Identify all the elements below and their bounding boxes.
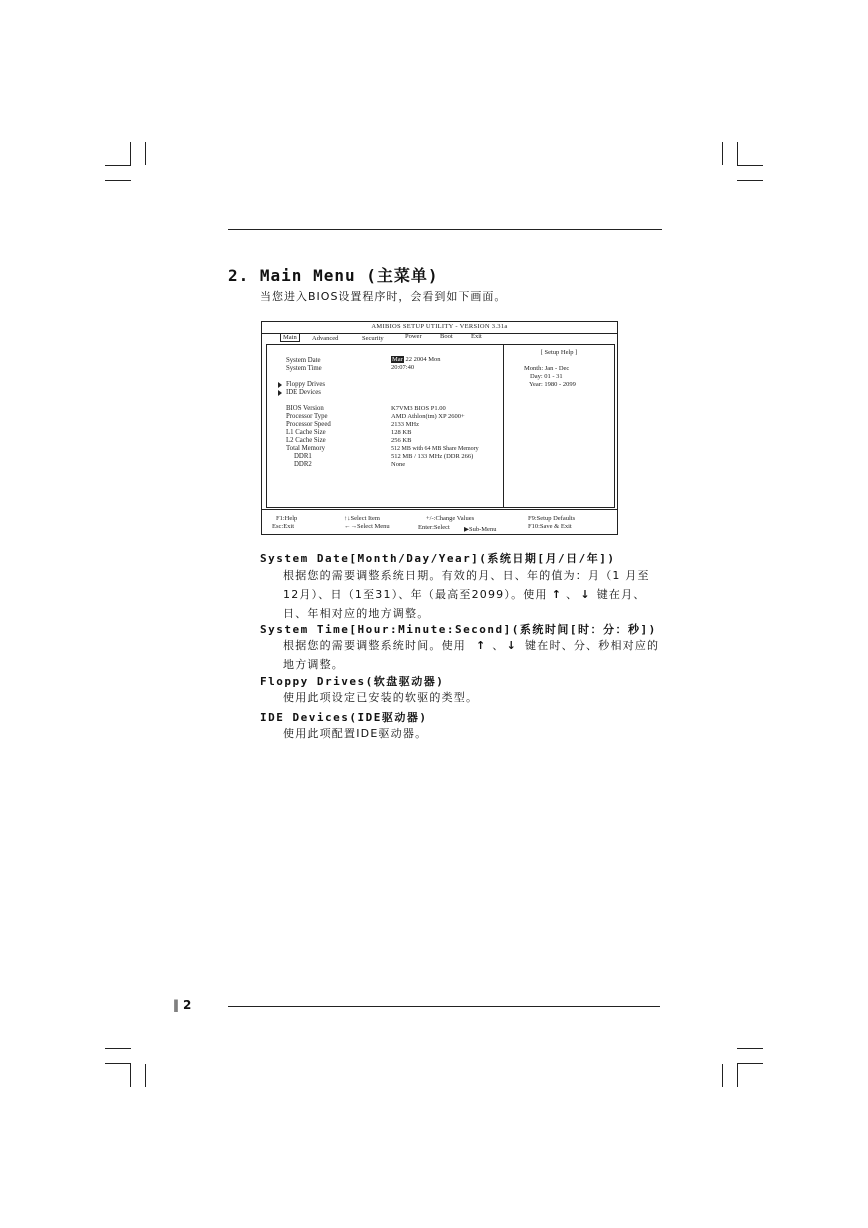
- page-number: ‖ 2: [173, 998, 192, 1012]
- floppy-drives-item[interactable]: Floppy Drives: [286, 381, 326, 388]
- crop-mark: [722, 1064, 723, 1087]
- help-month: Month: Jan - Dec: [524, 365, 570, 372]
- footer-select-menu: ←→Select Menu: [344, 523, 390, 530]
- l1-cache-label: L1 Cache Size: [286, 429, 326, 436]
- floppy-drives-heading: Floppy Drives(软盘驱动器): [260, 675, 445, 688]
- crop-mark: [737, 165, 763, 166]
- tab-advanced[interactable]: Advanced: [312, 335, 339, 342]
- processor-speed-value: 2133 MHz: [391, 421, 419, 428]
- tab-boot[interactable]: Boot: [440, 333, 453, 340]
- system-time-value[interactable]: 20:07:40: [391, 364, 415, 371]
- bios-main-pane: [266, 344, 504, 508]
- footer-select-item: ↑↓Select Item: [344, 515, 380, 522]
- ide-devices-description: 使用此项配置IDE驱动器。: [283, 727, 428, 740]
- bottom-rule: [228, 1006, 660, 1007]
- crop-mark: [737, 1064, 738, 1087]
- down-arrow-icon: ↓: [506, 639, 518, 652]
- ide-devices-item[interactable]: IDE Devices: [286, 389, 321, 396]
- footer-sub-menu: ▶Sub-Menu: [464, 526, 497, 533]
- ddr1-value: 512 MB / 133 MHz (DDR 266): [391, 453, 474, 460]
- submenu-arrow-icon: [278, 390, 282, 396]
- system-date-month[interactable]: Mar: [392, 356, 403, 363]
- system-date-value[interactable]: [391, 356, 441, 363]
- submenu-arrow-icon: ▶: [464, 526, 469, 533]
- bios-help-pane: [503, 344, 615, 508]
- l2-cache-value: 256 KB: [391, 437, 412, 444]
- crop-mark: [130, 1064, 131, 1087]
- footer-f9-defaults: F9:Setup Defaults: [528, 515, 576, 522]
- setup-help-title: [ Setup Help ]: [540, 349, 578, 356]
- crop-mark: [105, 165, 131, 166]
- crop-mark: [105, 1063, 131, 1064]
- up-arrow-icon: ↑: [476, 639, 487, 652]
- tab-security[interactable]: Security: [362, 335, 384, 342]
- footer-change-values: +/-:Change Values: [426, 515, 475, 522]
- section-heading: 2. Main Menu (主菜单): [228, 266, 439, 285]
- help-year: Year: 1980 - 2099: [529, 381, 576, 388]
- processor-type-label: Processor Type: [286, 413, 328, 420]
- intro-text: 当您进入BIOS设置程序时，会看到如下画面。: [260, 290, 507, 303]
- system-time-description: 根据您的需要调整系统时间。使用 ↑ 、 ↓ 键在时、分、秒相对应的 地方调整。: [283, 639, 660, 671]
- system-date-rest: 22 2004 Mon: [403, 356, 441, 363]
- total-memory-value: 512 MB with 64 MB Share Memory: [391, 446, 479, 452]
- processor-speed-label: Processor Speed: [286, 421, 331, 428]
- l1-cache-value: 128 KB: [391, 429, 412, 436]
- processor-type-value: AMD Athlon(tm) XP 2600+: [391, 413, 465, 420]
- help-day: Day: 01 - 31: [530, 373, 563, 380]
- ddr2-label: DDR2: [294, 461, 312, 468]
- crop-mark: [737, 180, 763, 181]
- ddr2-value: None: [391, 461, 406, 468]
- system-date-label[interactable]: System Date: [286, 357, 321, 364]
- total-memory-label: Total Memory: [286, 445, 325, 452]
- l2-cache-label: L2 Cache Size: [286, 437, 326, 444]
- bios-footer-divider: [262, 509, 617, 510]
- bios-version-label: BIOS Version: [286, 405, 324, 412]
- footer-f10-save-exit: F10:Save & Exit: [528, 523, 572, 530]
- tab-power[interactable]: Power: [405, 333, 422, 340]
- bios-version-value: K7VM3 BIOS P1.00: [391, 405, 446, 412]
- down-arrow-icon: ↓: [580, 588, 591, 601]
- crop-mark: [145, 142, 146, 165]
- crop-mark: [722, 142, 723, 165]
- left-right-arrows-icon: ←→: [344, 523, 357, 530]
- bios-menu-bar: [262, 333, 617, 343]
- ddr1-label: DDR1: [294, 453, 312, 460]
- system-time-heading: System Time[Hour:Minute:Second](系统时间[时：分：秒]): [260, 623, 657, 636]
- crop-mark: [737, 1063, 763, 1064]
- submenu-arrow-icon: [278, 382, 282, 388]
- ide-devices-heading: IDE Devices(IDE驱动器): [260, 711, 428, 724]
- crop-mark: [130, 142, 131, 165]
- crop-mark: [737, 1048, 763, 1049]
- top-rule: [228, 229, 662, 230]
- crop-mark: [145, 1064, 146, 1087]
- floppy-drives-description: 使用此项设定已安装的软驱的类型。: [283, 691, 479, 704]
- bios-screenshot: [261, 321, 618, 535]
- crop-mark: [105, 1048, 131, 1049]
- crop-mark: [737, 142, 738, 165]
- crop-mark: [105, 180, 131, 181]
- system-time-label[interactable]: System Time: [286, 365, 322, 372]
- tab-main[interactable]: Main: [280, 334, 300, 342]
- up-arrow-icon: ↑: [551, 588, 563, 601]
- system-date-description: 根据您的需要调整系统日期。有效的月、日、年的值为：月（1 月至 12月）、日（1至31）、年（最高至2099）。使用 ↑ 、 ↓ 键在月、 日、年相对应的地方调整。: [283, 569, 650, 620]
- footer-f1-help: F1:Help: [276, 515, 298, 522]
- footer-enter-select: Enter:Select: [418, 524, 450, 531]
- bios-title: AMIBIOS SETUP UTILITY - VERSION 3.31a: [371, 323, 508, 330]
- system-date-heading: System Date[Month/Day/Year](系统日期[月/日/年]): [260, 552, 616, 565]
- tab-exit[interactable]: Exit: [471, 333, 482, 340]
- footer-esc-exit: Esc:Exit: [272, 523, 295, 530]
- up-down-arrows-icon: ↑↓: [344, 515, 351, 522]
